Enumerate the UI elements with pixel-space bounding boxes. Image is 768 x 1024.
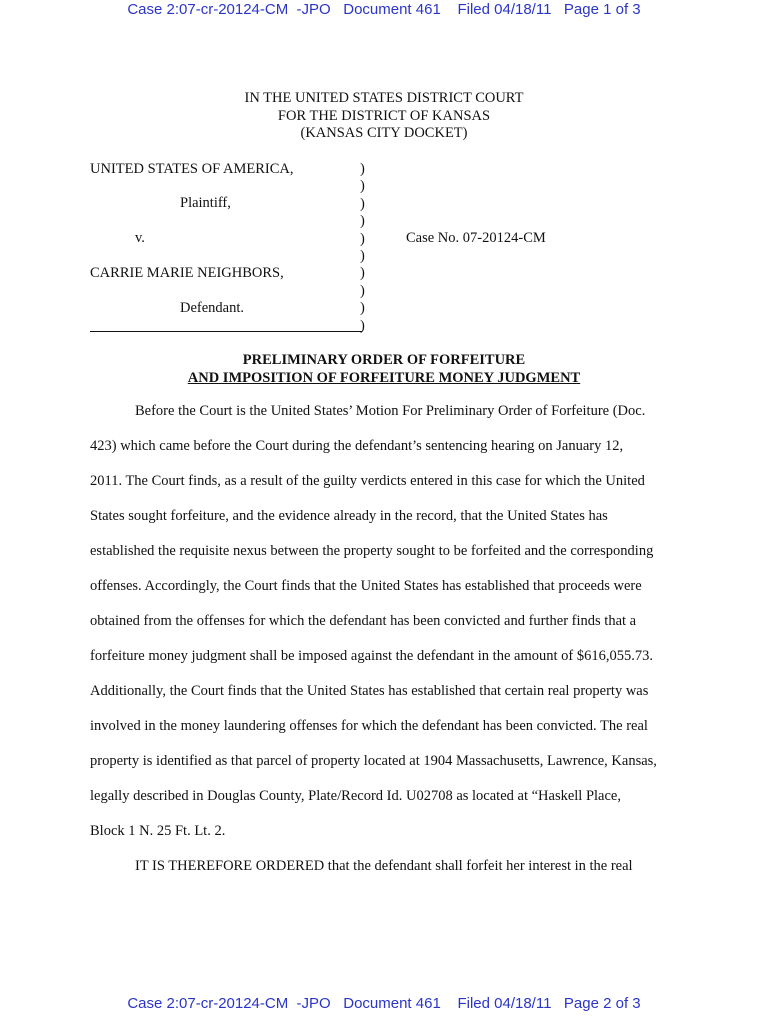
footer-filing-stamp: Case 2:07-cr-20124-CM -JPO Document 461 Filed 04/18/11 Page 2 of 3: [127, 995, 641, 1012]
caption-paren: ): [360, 161, 365, 177]
header-filing-stamp: Case 2:07-cr-20124-CM -JPO Document 461 Filed 04/18/11 Page 1 of 3: [127, 1, 641, 18]
defendant-name: CARRIE MARIE NEIGHBORS,: [90, 265, 284, 281]
body-line: Before the Court is the United States’ Motion For Preliminary Order of Forfeiture (Doc.: [135, 403, 646, 419]
caption-underline: [90, 331, 362, 332]
court-heading-line-2: FOR THE DISTRICT OF KANSAS: [277, 107, 491, 124]
body-line: involved in the money laundering offenses for which the defendant has been convicted. The real: [90, 718, 648, 734]
body-line: legally described in Douglas County, Plate/Record Id. U02708 as located at “Haskell Place,: [90, 788, 621, 804]
body-line: 2011. The Court finds, as a result of the guilty verdicts entered in this case for which the United: [90, 473, 645, 489]
caption-paren: ): [360, 300, 365, 317]
body-line: Additionally, the Court finds that the United States has established that certain real property was: [90, 683, 649, 699]
body-line: 423) which came before the Court during the defendant’s sentencing hearing on January 12,: [90, 438, 624, 454]
caption-paren: ): [360, 317, 365, 334]
caption-paren: ): [360, 230, 365, 247]
court-heading-line-3: (KANSAS CITY DOCKET): [300, 125, 468, 141]
plaintiff-name: UNITED STATES OF AMERICA,: [90, 161, 294, 177]
order-title-line-2: AND IMPOSITION OF FORFEITURE MONEY JUDGMENT: [187, 369, 581, 386]
body-line: IT IS THEREFORE ORDERED that the defendant shall forfeit her interest in the real: [135, 858, 633, 874]
caption-paren: ): [360, 213, 365, 230]
order-title-line-1: PRELIMINARY ORDER OF FORFEITURE: [242, 352, 526, 368]
court-heading-line-1: IN THE UNITED STATES DISTRICT COURT: [244, 90, 524, 106]
body-line: established the requisite nexus between the property sought to be forfeited and the corresponding: [90, 543, 654, 559]
caption-paren: ): [360, 265, 365, 282]
caption-parentheses: [360, 161, 365, 335]
body-line: obtained from the offenses for which the defendant has been convicted and further finds that a: [90, 613, 637, 629]
body-line: offenses. Accordingly, the Court finds that the United States has established that proceeds were: [90, 578, 642, 594]
caption-paren: ): [360, 178, 365, 195]
court-heading: [0, 90, 768, 143]
versus-label: v.: [135, 230, 145, 246]
body-line: forfeiture money judgment shall be imposed against the defendant in the amount of $616,055.73.: [90, 648, 653, 664]
caption-paren: ): [360, 195, 365, 212]
defendant-role: Defendant.: [180, 300, 245, 316]
body-line: property is identified as that parcel of property located at 1904 Massachusetts, Lawrence, Kansas,: [90, 753, 657, 769]
caption-paren: ): [360, 282, 365, 299]
case-number: Case No. 07-20124-CM: [406, 230, 546, 246]
body-line: Block 1 N. 25 Ft. Lt. 2.: [90, 823, 226, 839]
order-title: [0, 352, 768, 387]
caption-paren: ): [360, 247, 365, 264]
plaintiff-role: Plaintiff,: [180, 195, 231, 211]
body-line: States sought forfeiture, and the evidence already in the record, that the United States has: [90, 508, 608, 524]
